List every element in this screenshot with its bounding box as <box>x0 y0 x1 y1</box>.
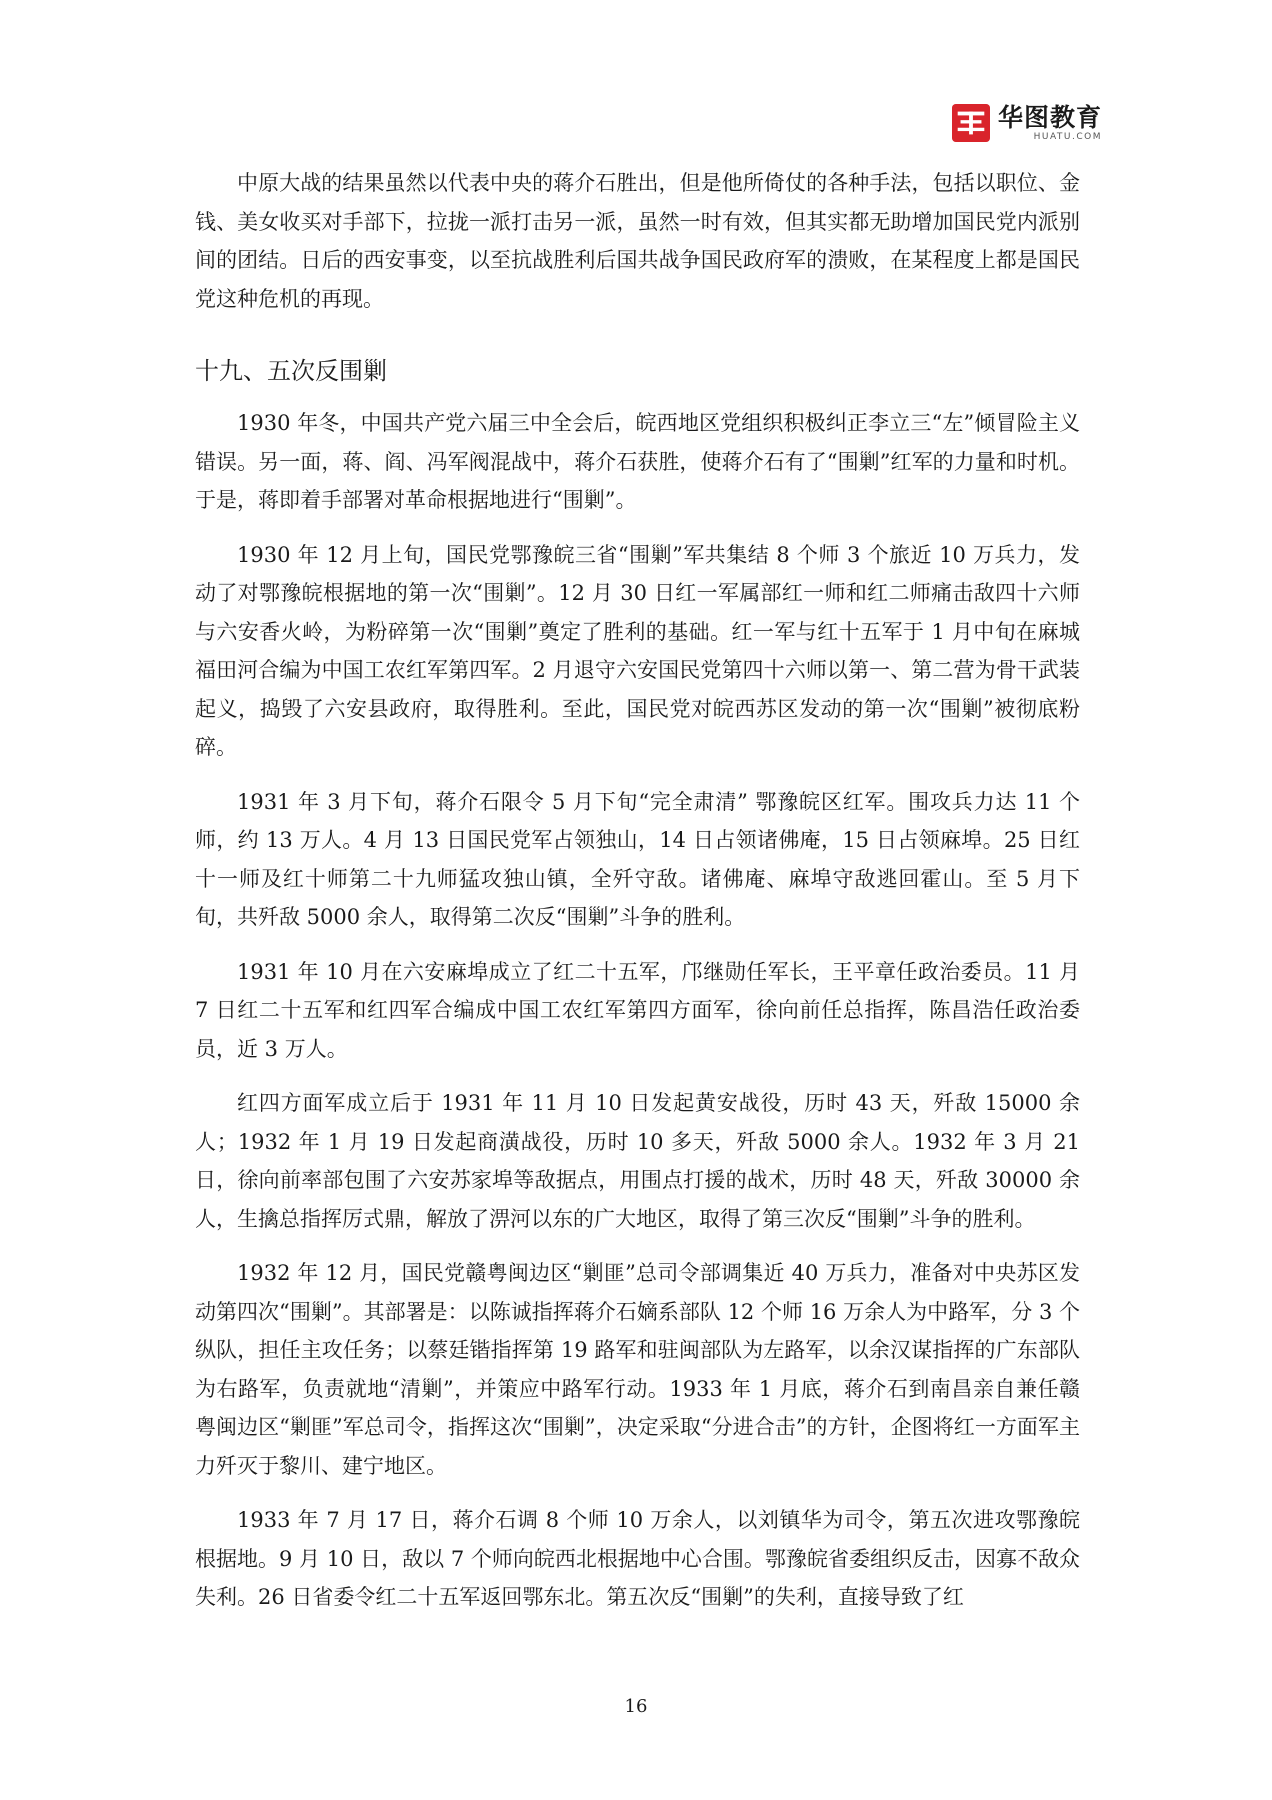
paragraph: 1931 年 3 月下旬，蒋介石限令 5 月下旬“完全肃清” 鄂豫皖区红军。围攻兵力达 11 个师，约 13 万人。4 月 13 日国民党军占领独山，14 日占领诸佛庵，15 日占领麻埠。25 日红十一师及红十师第二十九师猛攻独山镇，全歼守敌。诸佛庵、麻埠守敌逃回霍山。至 5 月下旬，共歼敌 5000 余人，取得第二次反“围剿”斗争的胜利。 <box>195 789 1080 929</box>
logo-chinese-text: 华图教育 <box>998 102 1103 132</box>
huatu-logo <box>952 104 1102 142</box>
paragraph: 1933 年 7 月 17 日，蒋介石调 8 个师 10 万余人，以刘镇华为司令，第五次进攻鄂豫皖根据地。9 月 10 日，敌以 7 个师向皖西北根据地中心合围。鄂豫皖省委组织反击，因寡不敌众失利。26 日省委令红二十五军返回鄂东北。第五次反“围剿”的失利，直接导致了红 <box>195 1508 1080 1609</box>
document-body <box>195 164 1080 1633</box>
logo-english-text: HUATU.COM <box>1033 131 1103 142</box>
logo-text <box>998 102 1103 142</box>
paragraph: 红四方面军成立后于 1931 年 11 月 10 日发起黄安战役，历时 43 天，歼敌 15000 余人；1932 年 1 月 19 日发起商潢战役，历时 10 多天，歼敌 5000 余人。1932 年 3 月 21 日，徐向前率部包围了六安苏家埠等敌据点，用围点打援的战术，历时 48 天，歼敌 30000 余人，生擒总指挥厉式鼎，解放了淠河以东的广大地区，取得了第三次反“围剿”斗争的胜利。 <box>195 1091 1080 1231</box>
paragraph: 1931 年 10 月在六安麻埠成立了红二十五军，邝继勋任军长，王平章任政治委员。11 月 7 日红二十五军和红四军合编成中国工农红军第四方面军，徐向前任总指挥，陈昌浩任政治委员，近 3 万人。 <box>195 959 1080 1061</box>
paragraph: 1930 年 12 月上旬，国民党鄂豫皖三省“围剿”军共集结 8 个师 3 个旅近 10 万兵力，发动了对鄂豫皖根据地的第一次“围剿”。12 月 30 日红一军属部红一师和红二师痛击敌四十六师与六安香火岭，为粉碎第一次“围剿”奠定了胜利的基础。红一军与红十五军于 1 月中旬在麻城福田河合编为中国工农红军第四军。2 月退守六安国民党第四十六师以第一、第二营为骨干武装起义，捣毁了六安县政府，取得胜利。至此，国民党对皖西苏区发动的第一次“围剿”被彻底粉碎。 <box>195 542 1080 759</box>
page-number: 16 <box>624 1696 648 1717</box>
huatu-logo-icon <box>952 104 990 142</box>
paragraph: 1932 年 12 月，国民党赣粤闽边区“剿匪”总司令部调集近 40 万兵力，准备对中央苏区发动第四次“围剿”。其部署是：以陈诚指挥蒋介石嫡系部队 12 个师 16 万余人为中路军，分 3 个纵队，担任主攻任务；以蔡廷锴指挥第 19 路军和驻闽部队为左路军，以余汉谋指挥的广东部队为右路军，负责就地“清剿”，并策应中路军行动。1933 年 1 月底，蒋介石到南昌亲自兼任赣粤闽边区“剿匪”军总司令，指挥这次“围剿”，决定采取“分进合击”的方针，企图将红一方面军主力歼灭于黎川、建宁地区。 <box>195 1261 1080 1478</box>
paragraph: 中原大战的结果虽然以代表中央的蒋介石胜出，但是他所倚仗的各种手法，包括以职位、金钱、美女收买对手部下，拉拢一派打击另一派，虽然一时有效，但其实都无助增加国民党内派别间的团结。日后的西安事变，以至抗战胜利后国共战争国民政府军的溃败，在某程度上都是国民党这种危机的再现。 <box>195 171 1080 311</box>
paragraph: 1930 年冬，中国共产党六届三中全会后，皖西地区党组织积极纠正李立三“左”倾冒险主义错误。另一面，蒋、阎、冯军阀混战中，蒋介石获胜，使蒋介石有了“围剿”红军的力量和时机。于是，蒋即着手部署对革命根据地进行“围剿”。 <box>195 411 1080 512</box>
section-title: 十九、五次反围剿 <box>195 357 387 385</box>
